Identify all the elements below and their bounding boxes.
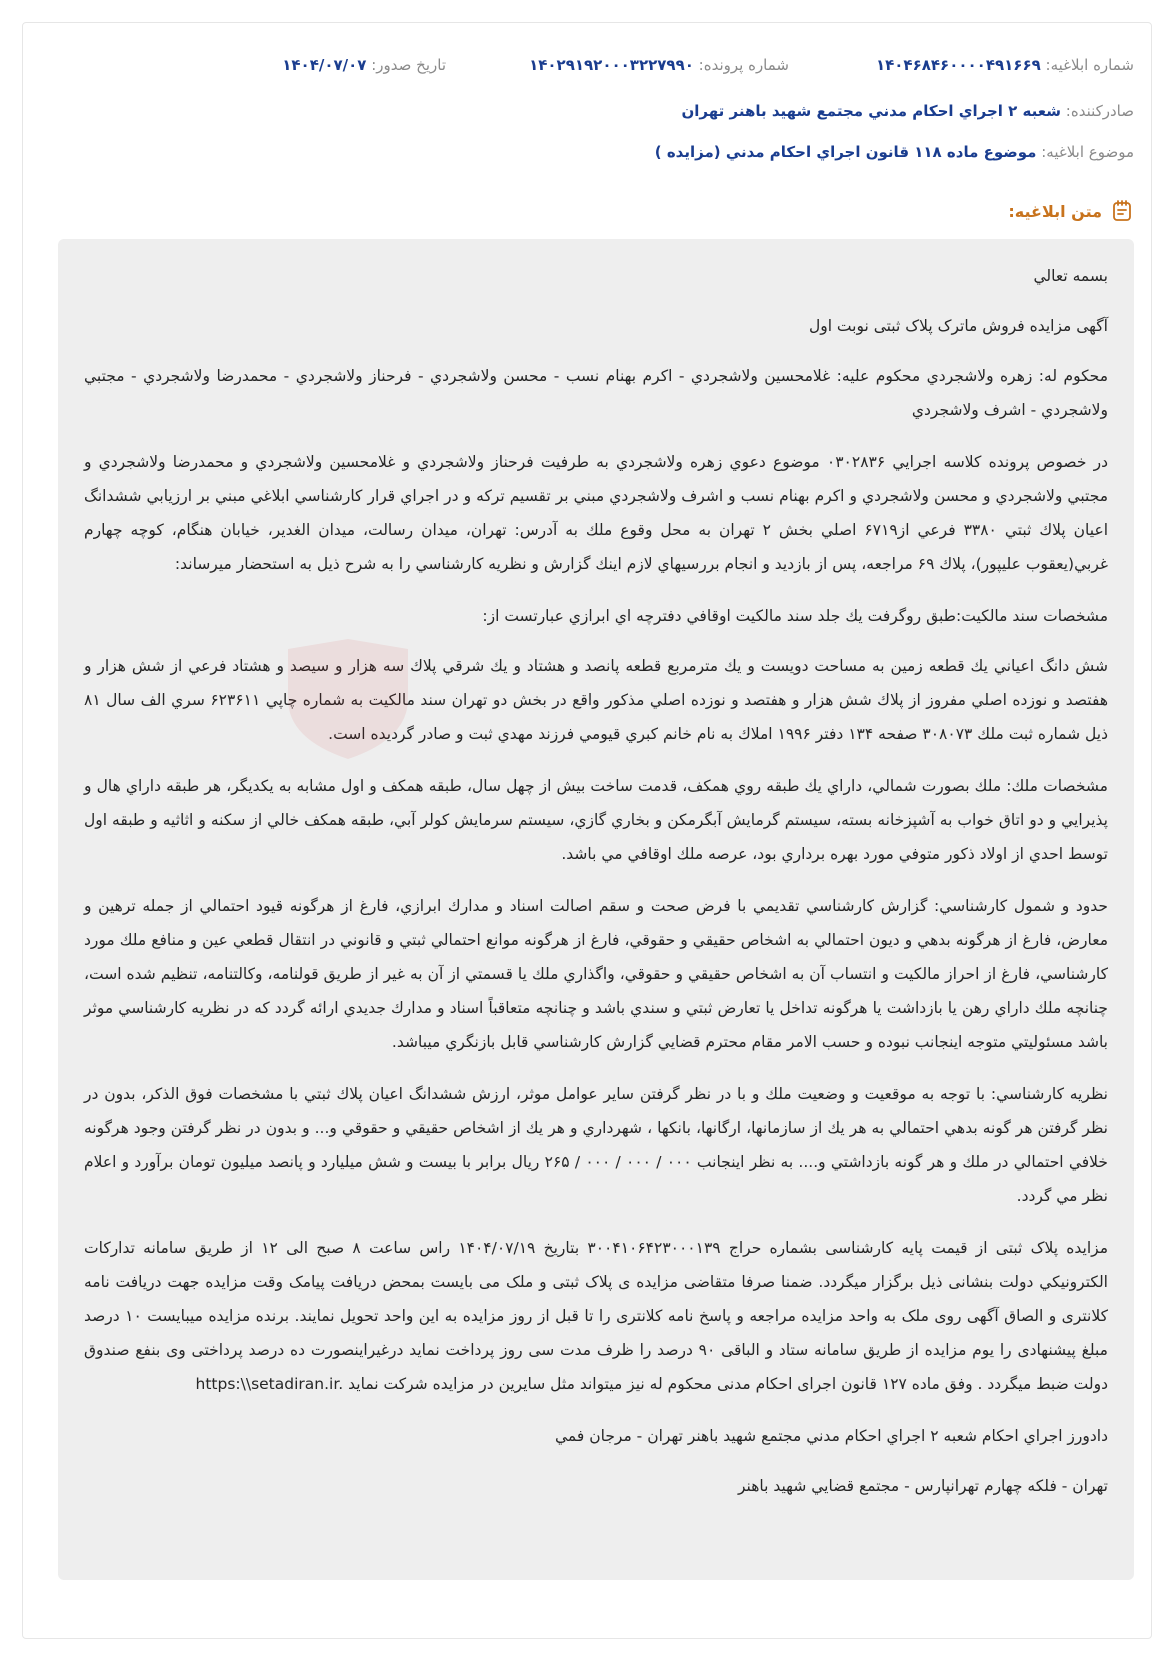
subject-value: موضوع ماده ۱۱۸ قانون اجراي احكام مدني (مزايده ) [654, 143, 1037, 161]
setadiran-link[interactable]: https:\\setadiran.ir. [195, 1375, 344, 1393]
issuer [681, 96, 1134, 126]
body-auction-text: مزایده پلاک ثبتی از قیمت پایه کارشناسی بشماره حراج ۱۳۹‏۳۰۰۴۱۰۶۴۲۳۰۰۰ بتاریخ ۱۴۰۴/۰۷/۱۹ راس ساعت ۸ صبح الی ۱۲ از طريق سامانه تداركات الكترونيكي دولت بنشانی ذیل برگزار میگردد. ضمنا صرفا متقاضی مزایده ی پلاک ثبتی و ملک می بایست بمحض دریافت پیامک وقت مزایده جهت دریافت نامه کلانتری و الصاق آگهی روی ملک به واحد مزایده مراجعه و پاسخ نامه کلانتری را تا قبل از روز مزایده به این واحد تحویل نمایند. برنده مزایده میبایست ۱۰ درصد مبلغ پیشنهادی را یوم مزایده از طریق سامانه ستاد و الباقی ۹۰ درصد را ظرف مدت سی روز پرداخت نماید درغیراینصورت ده درصد پرداختی وی بنفع صندوق دولت ضبط میگردد . وفق ماده ۱۲۷ قانون اجرای احکام مدنی محکوم له نیز میتواند مثل سایرین در مزایده شرکت نماید [84, 1239, 1109, 1393]
body-deed-details: شش دانگ اعياني يك قطعه زمين به مساحت دويست و يك مترمربع قطعه پانصد و هشتاد و يك شرقي پلاك سه هزار و سيصد و هشتاد فرعي از شش هزار و هفتصد و نوزده اصلي مفروز از پلاك شش هزار و هفتصد و نوزده اصلي مذكور واقع در بخش دو تهران سند مالكيت به شماره چاپي ۶۲۳۶۱۱ سري الف سال ۸۱ ذيل شماره ثبت ملك ۳۰۸۰۷۳ صفحه ۱۳۴ دفتر ۱۹۹۶ املاك به نام خانم كبري قيومي فرزند مهدي ثبت و صادر گرديده است. [84, 657, 1108, 743]
meta-row-issuer [40, 96, 1134, 126]
notice-text-heading [1008, 196, 1134, 226]
body-case-description: در خصوص پرونده كلاسه اجرايي ۰۳۰۲۸۳۶ موضوع دعوي زهره ولاشجردي به طرفيت فرحناز ولاشجردي و غلامحسين ولاشجردي و محمدرضا ولاشجردي و مجتبي ولاشجردي و محسن ولاشجردي و اكرم بهنام نسب و اشرف ولاشجردي مبني بر تقسيم تركه و در اجراي قرار كارشناسي ابلاغي مبني بر ارزيابي ششدانگ اعيان پلاك ثبتي ۳۳۸۰ فرعي از۶۷۱۹ اصلي بخش ۲ تهران به محل وقوع ملك به آدرس: تهران، ميدان رسالت، ميدان الغدير، خيابان هنگام، كوچه چهارم غربي(يعقوب عليپور)، پلاك ۶۹ مراجعه، پس از بازديد و انجام بررسيهاي لازم اينك گزارش و نظريه كارشناسي را به شرح ذيل به استحضار ميرساند: [84, 453, 1108, 573]
notice-text-title: متن ابلاغيه: [1008, 201, 1102, 221]
body-headline: آگهی مزایده فروش ماترک پلاک ثبتی نوبت اول [808, 317, 1108, 335]
body-expert-opinion: نظريه كارشناسي: با توجه به موقعيت و وضعيت ملك و با در نظر گرفتن ساير عوامل موثر، ارزش ششدانگ اعيان پلاك ثبتي با مشخصات فوق الذكر، بدون در نظر گرفتن هر گونه بدهي احتمالي به هر يك از سازمانها، ارگانها، بانكها ، شهرداري و هر يك از اشخاص حقيقي و حقوقي و... و بدون در نظر گرفتن وجود هرگونه خلافي احتمالي در ملك و هر گونه بازداشتي و.... به نظر اينجانب ۰۰۰ / ۰۰۰ / ۰۰۰ / ۲۶۵ ريال برابر با بيست و شش ميليارد و پانصد ميليون تومان برآورد و اعلام نظر مي گردد. [84, 1085, 1108, 1205]
notice-number-value: ۱۴۰۴۶۸۴۶۰۰۰۰۴۹۱۶۶۹ [875, 56, 1041, 74]
file-number [529, 50, 789, 80]
file-number-value: ۱۴۰۲۹۱۹۲۰۰۰۳۲۲۷۹۹۰ [529, 56, 694, 74]
meta-row-numbers [40, 50, 1134, 80]
body-deed-title: مشخصات سند مالكيت:طبق روگرفت يك جلد سند مالكيت اوقافي دفترچه اي ابرازي عبارتست از: [482, 607, 1108, 625]
body-signature: دادورز اجراي احكام شعبه ۲ اجراي احكام مدني مجتمع شهيد باهنر تهران - مرجان فمي [555, 1427, 1108, 1445]
body-parties: محکوم له: زهره ولاشجردي محکوم عليه: غلامحسين ولاشجردي - اکرم بهنام نسب - محسن ولاشجردي - فرحناز ولاشجردي - محمدرضا ولاشجردي - مجتبي ولاشجردي - اشرف ولاشجردي [84, 367, 1108, 419]
issuer-label: صادرکننده: [1065, 102, 1134, 120]
document-note-icon [1110, 199, 1134, 223]
notice-body [58, 239, 1134, 1580]
body-property-details: مشخصات ملك: ملك بصورت شمالي، داراي يك طبقه روي همكف، قدمت ساخت بيش از چهل سال، طبقه همكف و اول مشابه به يكديگر، هر طبقه داراي هال و پذيرايي و دو اتاق خواب به آشپزخانه بسته، سيستم گرمايش آبگرمكن و بخاري گازي، سيستم سرمايش كولر آبي، طبقه همكف خالي از سكنه و اثاثيه و طبقه اول توسط احدي از اولاد ذكور متوفي مورد بهره برداري بود، عرصه ملك اوقافي مي باشد. [84, 777, 1108, 863]
body-scope: حدود و شمول كارشناسي: گزارش كارشناسي تقديمي با فرض صحت و سقم اصالت اسناد و مدارك ابرازي، فارغ از هرگونه قيود احتمالي از جمله ترهين و معارض، فارغ از هرگونه بدهي و ديون احتمالي به اشخاص حقيقي و حقوقي، فارغ از هرگونه موانع احتمالي ثبتي و قانوني در انتقال قطعي عين و منافع ملك مورد كارشناسي، فارغ از احراز مالكيت و انتساب آن به اشخاص حقيقي و حقوقي، واگذاري ملك يا قسمتي از آن به غير از طريق قولنامه، وكالتنامه، تنظيم شده است، چنانچه ملك داراي رهن يا بازداشت يا هرگونه تداخل يا تعارض ثبتي و سندي باشد و چنانچه متعاقباً اسناد و مدارك جديدي ارائه گردد كه در نظريه كارشناسي موثر باشد مسئوليتي متوجه اينجانب نبوده و حسب الامر مقام محترم قضايي گزارش كارشناسي قابل بازنگري ميباشد. [84, 897, 1108, 1051]
issue-date-label: تاريخ صدور: [371, 56, 446, 74]
subject-label: موضوع ابلاغيه: [1041, 143, 1134, 161]
body-address: تهران - فلكه چهارم تهرانپارس - مجتمع قضايي شهيد باهنر [738, 1477, 1108, 1495]
body-auction-terms [84, 1231, 1108, 1401]
meta-row-subject [40, 137, 1134, 167]
subject [655, 137, 1134, 167]
notice-number-label: شماره ابلاغيه: [1045, 56, 1134, 74]
notice-number [876, 50, 1134, 80]
issue-date-value: ۱۴۰۴/۰۷/۰۷ [282, 56, 367, 74]
body-greeting: بسمه تعالي [1033, 267, 1108, 285]
issue-date [282, 50, 446, 80]
file-number-label: شماره پرونده: [698, 56, 789, 74]
issuer-value: شعبه ۲ اجراي احكام مدني مجتمع شهيد باهنر تهران [681, 102, 1061, 120]
